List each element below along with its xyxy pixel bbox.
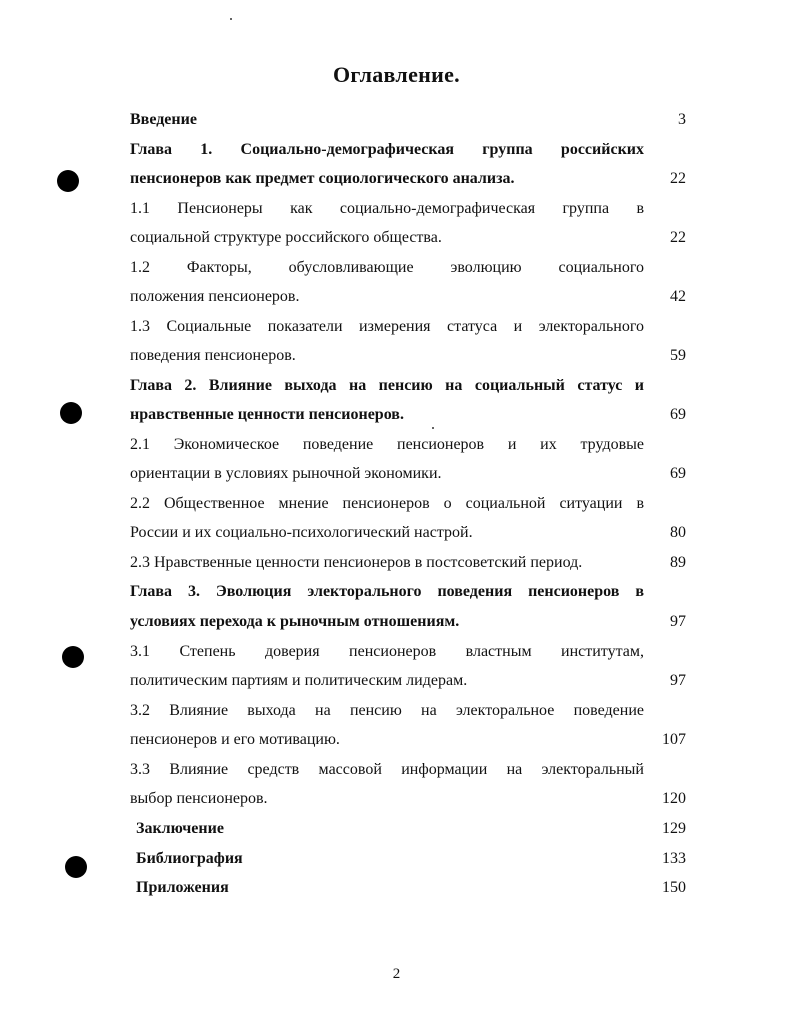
toc-appendices: Приложения (136, 879, 229, 896)
page-title: Оглавление. (333, 62, 460, 87)
toc-section-3-1-line-2: политическим партиям и политическим лидерам. (130, 672, 468, 689)
toc-appendices-page: 150 (662, 879, 686, 896)
toc-section-3-2-page: 107 (662, 731, 686, 748)
punch-hole (60, 402, 82, 424)
toc-section-2-2-line-2: России и их социально-психологический настрой. (130, 524, 473, 541)
toc-section-3-3-line-2: выбор пенсионеров. (130, 790, 268, 807)
toc-section-2-1-page: 69 (670, 465, 686, 482)
toc-chapter-3-line-2: условиях перехода к рыночным отношениям. (130, 613, 460, 630)
toc-section-1-1-line-2: социальной структуре российского общества. (130, 229, 442, 246)
toc-chapter-2-page: 69 (670, 406, 686, 423)
toc-section-1-3-page: 59 (670, 347, 686, 364)
toc-chapter-2-line-2: нравственные ценности пенсионеров. (130, 406, 404, 423)
toc-chapter-3-page: 97 (670, 613, 686, 630)
toc-bibliography-page: 133 (662, 850, 686, 867)
toc-section-1-3-line-1: 1.3 Социальные показатели измерения статуса и электорального (130, 318, 644, 335)
toc-section-1-2-line-1: 1.2 Факторы, обусловливающие эволюцию социального (130, 259, 644, 276)
toc-section-3-3-line-1: 3.3 Влияние средств массовой информации на электоральный (130, 761, 644, 778)
punch-hole (65, 856, 87, 878)
toc-section-1-2-line-2: положения пенсионеров. (130, 288, 300, 305)
toc-section-3-2-line-1: 3.2 Влияние выхода на пенсию на электоральное поведение (130, 702, 644, 719)
toc-section-3-1-line-1: 3.1 Степень доверия пенсионеров властным институтам, (130, 643, 644, 660)
toc-chapter-2-line-1: Глава 2. Влияние выхода на пенсию на социальный статус и (130, 377, 644, 394)
toc-conclusion: Заключение (136, 820, 224, 837)
toc-section-3-1-page: 97 (670, 672, 686, 689)
scan-speck (432, 427, 434, 429)
toc-chapter-3-line-1: Глава 3. Эволюция электорального поведения пенсионеров в (130, 583, 644, 600)
toc-section-2-3-page: 89 (670, 554, 686, 571)
toc-section-1-1-line-1: 1.1 Пенсионеры как социально-демографическая группа в (130, 200, 644, 217)
toc-intro: Введение (130, 111, 197, 128)
punch-hole (62, 646, 84, 668)
toc-section-1-1-page: 22 (670, 229, 686, 246)
scan-speck (230, 18, 232, 20)
toc-chapter-1-line-2: пенсионеров как предмет социологического анализа. (130, 170, 515, 187)
toc-bibliography: Библиография (136, 850, 243, 867)
punch-hole (57, 170, 79, 192)
toc-section-2-1-line-2: ориентации в условиях рыночной экономики. (130, 465, 442, 482)
toc-section-1-3-line-2: поведения пенсионеров. (130, 347, 296, 364)
toc-section-3-3-page: 120 (662, 790, 686, 807)
toc-section-1-2-page: 42 (670, 288, 686, 305)
toc-section-3-2-line-2: пенсионеров и его мотивацию. (130, 731, 340, 748)
toc-intro-page: 3 (678, 111, 686, 128)
toc-chapter-1-line-1: Глава 1. Социально-демографическая группа российских (130, 141, 644, 158)
toc-section-2-2-line-1: 2.2 Общественное мнение пенсионеров о социальной ситуации в (130, 495, 644, 512)
toc-section-2-3-line-1: 2.3 Нравственные ценности пенсионеров в постсоветский период. (130, 554, 583, 571)
page-number: 2 (392, 966, 401, 982)
toc-section-2-1-line-1: 2.1 Экономическое поведение пенсионеров и их трудовые (130, 436, 644, 453)
toc-chapter-1-page: 22 (670, 170, 686, 187)
toc-section-2-2-page: 80 (670, 524, 686, 541)
toc-conclusion-page: 129 (662, 820, 686, 837)
